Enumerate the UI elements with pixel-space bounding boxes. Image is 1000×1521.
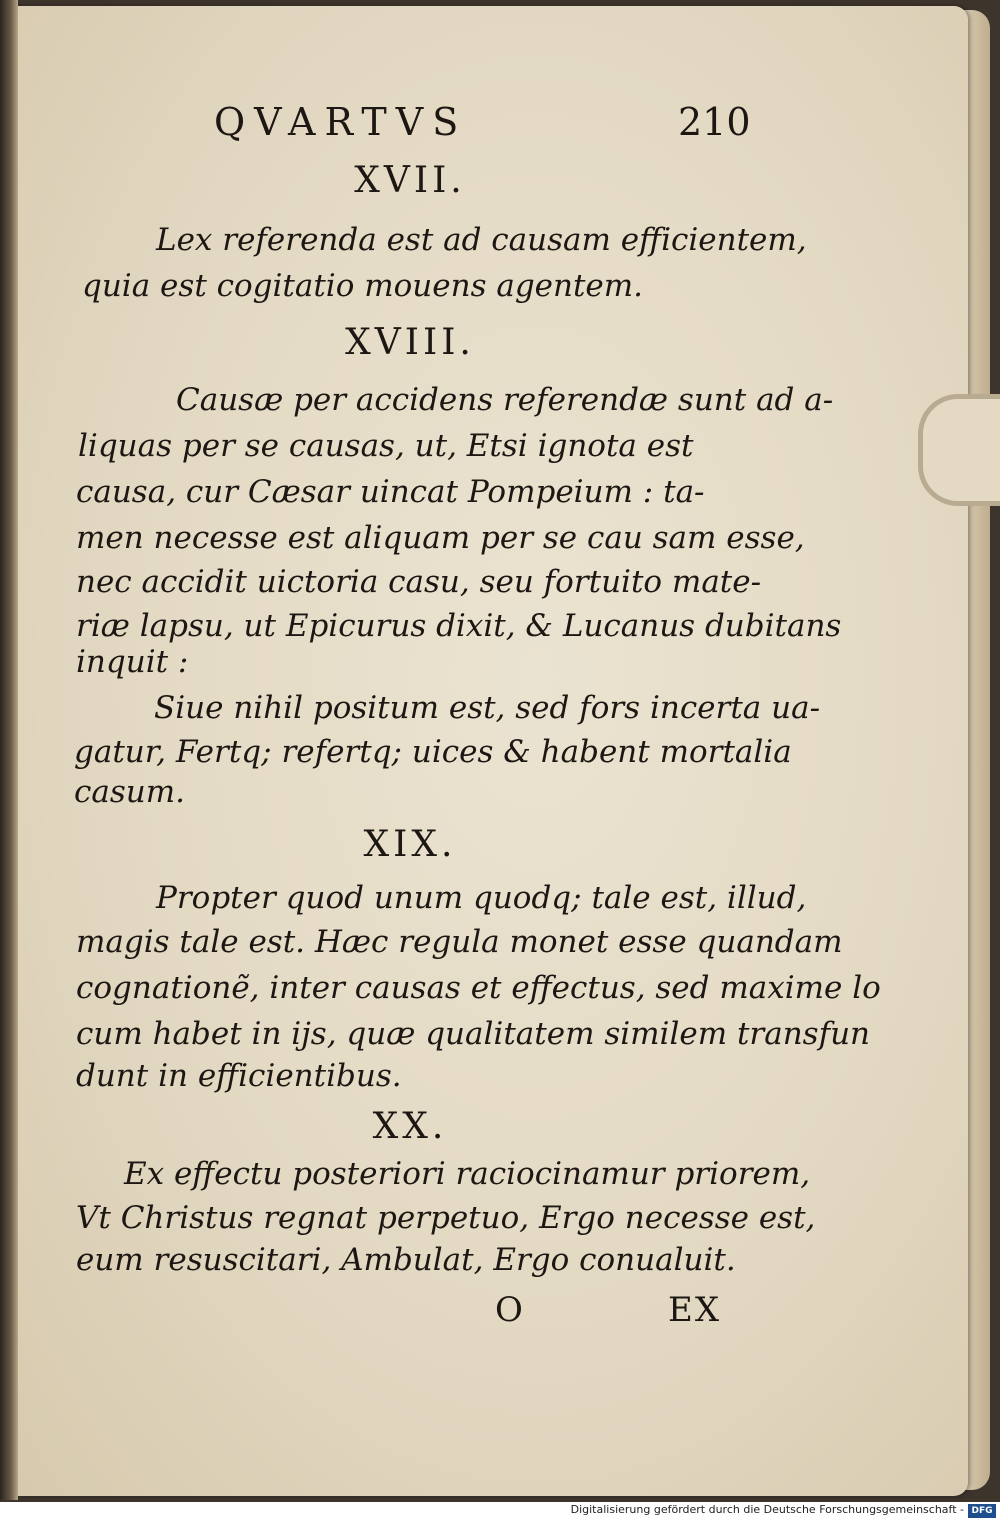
section-numeral: XX. (372, 1106, 448, 1147)
text-line: liquas per se causas, ut, Etsi ignota est (78, 428, 694, 464)
text-line: gatur, Fertq; refertq; uices & habent mortalia (74, 734, 792, 770)
text-line: dunt in efficientibus. (76, 1058, 402, 1094)
running-header-title: QVARTVS (214, 100, 468, 144)
section-numeral: XIX. (363, 824, 457, 865)
text-line: Siue nihil positum est, sed fors incerta ua- (154, 690, 821, 726)
text-line: casum. (74, 774, 185, 810)
text-line: men necesse est aliquam per se cau sam esse, (76, 520, 805, 556)
text-line: Ex effectu posteriori raciocinamur priorem, (124, 1156, 811, 1192)
text-line: Propter quod unum quodq; tale est, illud, (156, 880, 807, 916)
funding-credit: Digitalisierung gefördert durch die Deutsche Forschungsgemeinschaft - (570, 1503, 964, 1516)
text-line: riæ lapsu, ut Epicurus dixit, & Lucanus dubitans (76, 608, 842, 644)
text-line: Causæ per accidens referendæ sunt ad a- (176, 382, 834, 418)
binding-gutter (0, 0, 18, 1500)
text-line: causa, cur Cæsar uincat Pompeium : ta- (76, 474, 705, 510)
text-line: eum resuscitari, Ambulat, Ergo conualuit. (76, 1242, 736, 1278)
catchword: EX (668, 1290, 722, 1330)
text-line: Lex referenda est ad causam efficientem, (156, 222, 807, 258)
text-line: cognationẽ, inter causas et effectus, sed maxime lo (76, 970, 881, 1006)
text-line: magis tale est. Hæc regula monet esse quandam (76, 924, 843, 960)
text-line: quia est cogitatio mouens agentem. (82, 268, 644, 304)
text-line: Vt Christus regnat perpetuo, Ergo necesse est, (76, 1200, 816, 1236)
text-line: cum habet in ijs, quæ qualitatem similem transfun (76, 1016, 870, 1052)
section-numeral: XVII. (354, 160, 466, 201)
text-line: inquit : (76, 644, 189, 680)
book-clasp (918, 394, 1000, 506)
page-number: 210 (678, 100, 751, 144)
signature-mark: O (495, 1290, 523, 1330)
text-line: nec accidit uictoria casu, seu fortuito mate- (76, 564, 762, 600)
section-numeral: XVIII. (345, 322, 475, 363)
dfg-logo: DFG (968, 1504, 996, 1518)
